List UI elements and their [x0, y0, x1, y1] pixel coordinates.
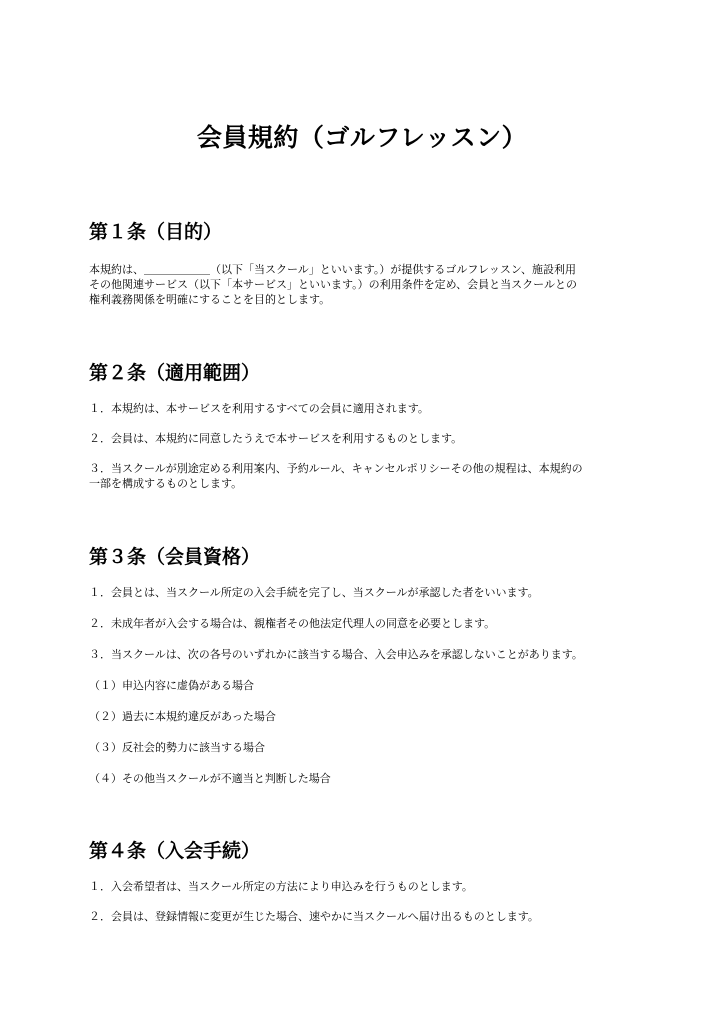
article-heading: 第１条（目的）: [89, 221, 223, 243]
article-1: [89, 220, 649, 307]
list-item: ３．当スクールが別途定める利用案内、予約ルール、キャンセルポリシーその他の規程は、本規約の 一部を構成するものとします。: [89, 462, 583, 490]
list-item: １．本規約は、本サービスを利用するすべての会員に適用されます。: [89, 402, 429, 415]
article-4: [89, 839, 649, 923]
article-heading: 第２条（適用範囲）: [89, 362, 261, 384]
list-item: ２．未成年者が入会する場合は、親権者その他法定代理人の同意を必要とします。: [89, 617, 496, 630]
list-item: １．会員とは、当スクール所定の入会手続を完了し、当スクールが承認した者をいいます。: [89, 586, 539, 599]
sub-item: （２）過去に本規約違反があった場合: [89, 710, 276, 723]
sub-item: （３）反社会的勢力に該当する場合: [89, 741, 265, 754]
article-2: [89, 361, 649, 490]
article-paragraph: 本規約は、＿＿＿＿＿＿（以下「当スクール」といいます。）が提供するゴルフレッスン、施設利用 その他関連サービス（以下「本サービス」といいます。）の利用条件を定め、会員と当スクールとの 権利義務関係を明確にすることを目的とします。: [89, 263, 577, 306]
article-3: [89, 545, 649, 785]
list-item: ２．会員は、本規約に同意したうえで本サービスを利用するものとします。: [89, 432, 463, 445]
list-item: ２．会員は、登録情報に変更が生じた場合、速やかに当スクールへ届け出るものとします。: [89, 910, 539, 923]
sub-item: （４）その他当スクールが不適当と判断した場合: [89, 772, 331, 785]
sub-item: （１）申込内容に虚偽がある場合: [89, 679, 254, 692]
list-item: ３．当スクールは、次の各号のいずれかに該当する場合、入会申込みを承認しないことがあります。: [89, 648, 583, 661]
list-item: １．入会希望者は、当スクール所定の方法により申込みを行うものとします。: [89, 880, 473, 893]
article-heading: 第４条（入会手続）: [89, 840, 261, 862]
document-title: 会員規約（ゴルフレッスン）: [196, 123, 528, 152]
article-heading: 第３条（会員資格）: [89, 546, 261, 568]
